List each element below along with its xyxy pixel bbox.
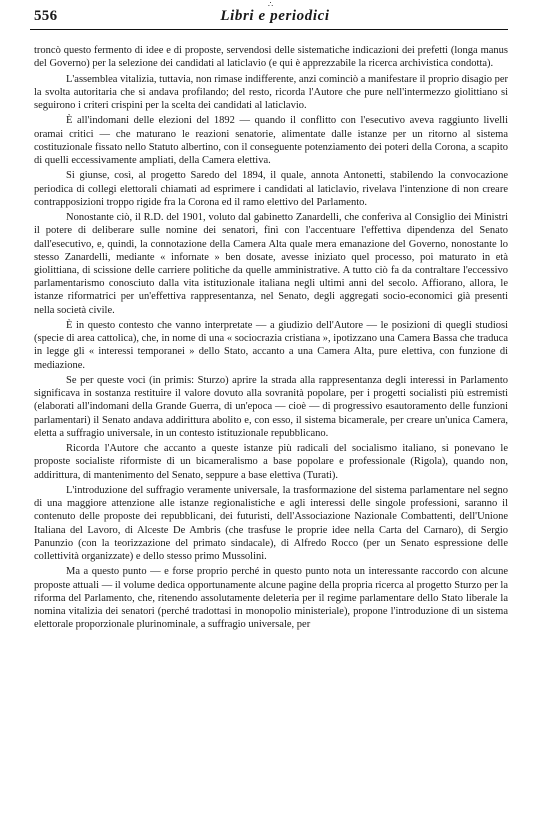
article-body	[34, 44, 508, 634]
paragraph-5: Nonostante ciò, il R.D. del 1901, voluto dal gabinetto Zanardelli, che conferiva al Consiglio dei Ministri il potere di deliberare sulle nomine dei senatori, finì con l'accentuare l'effettiva dipendenza del Senato dall'esecutivo, e, quindi, la connotazione della Camera Alta quale mera emanazione del Governo, nonostante lo stesso Zanardelli, mediante « infornate » ben dosate, avesse iniziato quel processo, poi maturato in età giolittiana, di scissione delle carriere politiche da quelle amministrative. A tutto ciò fa da contraltare l'eccessivo parlamentarismo conosciuto dalla vita istituzionale italiana negli ultimi anni del secolo. Affiorano, allora, le istanze riformatrici per un'effettiva rappresentanza, nel Senato, degli aggregati socio-economici già presenti nella società civile.	[34, 212, 508, 316]
paragraph-8: Ricorda l'Autore che accanto a queste istanze più radicali del socialismo italiano, si ponevano le proposte socialiste riformiste di un bicameralismo a base popolare e professionale (Rigola), quando non, addirittura, di mantenimento del Senato, seppure a base elettiva (Turati).	[34, 443, 508, 481]
header-rule	[30, 29, 508, 30]
paragraph-6: È in questo contesto che vanno interpretate — a giudizio dell'Autore — le posizioni di quegli studiosi (specie di area cattolica), che, in nome di una « sociocrazia cristiana », ipotizzano una Camera Bassa che traduca in legge gli « interessi temporanei » dello Stato, accanto a una Camera Alta, pure elettiva, con funzione di mediazione.	[34, 320, 508, 371]
paragraph-7: Se per queste voci (in primis: Sturzo) aprire la strada alla rappresentanza degli interessi in Parlamento significava in sostanza restituire il valore dovuto alla sovranità popolare, per i progetti socialisti più estremisti (elaborati all'indomani della Grande Guerra, di un'epoca — cioè — di progressivo esautoramento delle funzioni parlamentari) il Senato andava addirittura abolito e, con esso, il sistema bicamerale, per creare un'unica Camera, eletta a suffragio universale, in un contesto istituzionale repubblicano.	[34, 375, 508, 439]
paragraph-10: Ma a questo punto — e forse proprio perché in questo punto nota un interessante raccordo con alcune proposte attuali — il volume dedica opportunamente alcune pagine della propria ricerca al progetto Sturzo per la riforma del Parlamento, che, ritenendo assolutamente deleteria per il regime parlamentare dello Stato liberale la nomina vitalizia dei senatori (perché tradottasi in monopolio ministeriale), propone l'introduzione di un sistema elettorale proporzionale plurinominale, a suffragio universale, per	[34, 566, 508, 631]
paragraph-3: È all'indomani delle elezioni del 1892 — quando il conflitto con l'esecutivo aveva raggiunto livelli oramai critici — che maturano le reazioni senatorie, alimentate dalle istanze per un ritorno al sistema costituzionale fissato nello Statuto albertino, con il conseguente potenziamento dei poteri della Corona, a scapito di quelli eccessivamente ampliati, della Camera elettiva.	[34, 115, 508, 166]
paragraph-4: Si giunse, così, al progetto Saredo del 1894, il quale, annota Antonetti, stabilendo la convocazione periodica di collegi elettorali chiamati ad esprimere i candidati al laticlavio, rivelava l'intenzione di non creare contrapposizioni troppo rigide fra la Corona ed il ramo elettivo del Parlamento.	[34, 170, 508, 208]
ornament-icon: ∴	[268, 0, 274, 9]
paragraph-1: troncò questo fermento di idee e di proposte, servendosi delle sistematiche indicazioni dei prefetti (longa manus del Governo) per la selezione dei candidati al laticlavio (e qui è apprezzabile la ricerca archivistica condotta).	[34, 45, 508, 70]
running-title: Libri e periodici	[220, 8, 330, 24]
page-number: 556	[34, 8, 58, 24]
paragraph-9: L'introduzione del suffragio veramente universale, la trasformazione del sistema parlamentare nel segno di una maggiore attenzione alle istanze regionalistiche e agli interessi delle singole professioni, saranno il contenuto delle proposte dei repubblicani, dei futuristi, dell'Associazione Nazionale Combattenti, dell'Unione Italiana del Lavoro, di Alceste De Ambris (che trasfuse le proprie idee nella Carta del Carnaro), di Sergio Panunzio (con la teorizzazione del primato sindacale), di Alfredo Rocco (per un Senato espressione delle collettività organizzate) e dello stesso primo Mussolini.	[34, 485, 508, 563]
paragraph-2: L'assemblea vitalizia, tuttavia, non rimase indifferente, anzi cominciò a manifestare il proprio disagio per la svolta autoritaria che si andava profilando; del resto, ricorda l'Autore che pure nell'intermezzo giolittiano si seguirono i criteri crispini per la scelta dei candidati al laticlavio.	[34, 73, 508, 111]
running-header	[0, 0, 550, 30]
